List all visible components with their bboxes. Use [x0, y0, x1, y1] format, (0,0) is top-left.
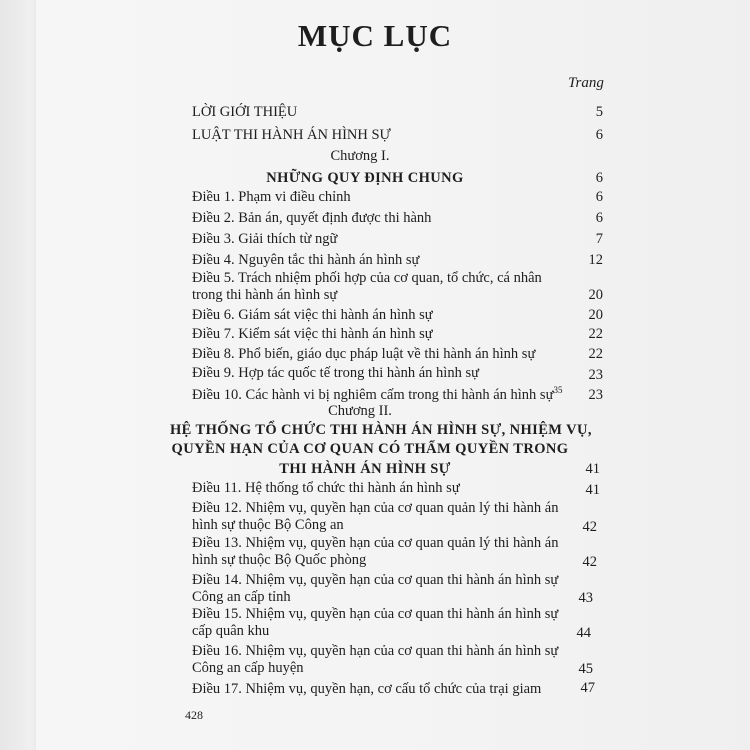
toc-page-dieu-5: 20	[588, 287, 603, 303]
toc-entry-dieu-6: Điều 6. Giám sát việc thi hành án hình sự	[192, 307, 433, 323]
chapter-2-title-line-2: QUYỀN HẠN CỦA CƠ QUAN CÓ THẨM QUYỀN TRONG	[171, 441, 569, 457]
toc-page-law: 6	[595, 127, 603, 143]
chapter-2-heading: Chương II.	[328, 403, 392, 419]
footnote-marker: 35	[553, 385, 563, 395]
toc-page-dieu-9: 23	[588, 367, 603, 383]
footer-page-number: 428	[185, 708, 203, 722]
toc-page-dieu-7: 22	[588, 326, 603, 342]
toc-entry-dieu-1: Điều 1. Phạm vi điều chỉnh	[192, 189, 351, 205]
toc-entry-dieu-12-cont: hình sự thuộc Bộ Công an	[192, 517, 344, 533]
toc-page-dieu-11: 41	[585, 482, 600, 498]
chapter-2-page: 41	[585, 461, 600, 477]
toc-entry-dieu-3: Điều 3. Giải thích từ ngữ	[192, 231, 338, 247]
toc-entry-dieu-15: Điều 15. Nhiệm vụ, quyền hạn của cơ quan thi hành án hình sự	[192, 606, 559, 622]
toc-page-dieu-13: 42	[582, 554, 597, 570]
toc-entry-dieu-10	[192, 385, 562, 404]
toc-page-dieu-1: 6	[595, 189, 603, 205]
toc-entry-dieu-8: Điều 8. Phổ biến, giáo dục pháp luật về thi hành án hình sự	[192, 346, 536, 362]
toc-page-dieu-10: 23	[588, 387, 603, 403]
toc-entry-dieu-4: Điều 4. Nguyên tắc thi hành án hình sự	[192, 252, 420, 268]
toc-entry-dieu-13-cont: hình sự thuộc Bộ Quốc phòng	[192, 552, 367, 568]
chapter-2-title-line-3: THI HÀNH ÁN HÌNH SỰ	[279, 461, 451, 477]
toc-entry-law: LUẬT THI HÀNH ÁN HÌNH SỰ	[192, 127, 391, 143]
toc-entry-intro: LỜI GIỚI THIỆU	[192, 104, 298, 120]
toc-entry-dieu-2: Điều 2. Bản án, quyết định được thi hành	[192, 210, 432, 226]
toc-entry-dieu-12: Điều 12. Nhiệm vụ, quyền hạn của cơ quan quản lý thi hành án	[192, 500, 559, 516]
page-column-header: Trang	[568, 75, 604, 91]
toc-page-dieu-16: 45	[578, 661, 593, 677]
toc-page-dieu-6: 20	[588, 307, 603, 323]
toc-entry-dieu-13: Điều 13. Nhiệm vụ, quyền hạn của cơ quan quản lý thi hành án	[192, 535, 559, 551]
toc-page-dieu-17: 47	[580, 680, 595, 696]
toc-entry-dieu-14-cont: Công an cấp tỉnh	[192, 589, 291, 605]
toc-entry-dieu-17: Điều 17. Nhiệm vụ, quyền hạn, cơ cấu tổ chức của trại giam	[192, 681, 542, 697]
toc-page-dieu-2: 6	[595, 210, 603, 226]
chapter-1-page: 6	[595, 170, 603, 186]
toc-entry-dieu-14: Điều 14. Nhiệm vụ, quyền hạn của cơ quan thi hành án hình sự	[192, 572, 559, 588]
toc-page-dieu-14: 43	[578, 590, 593, 606]
toc-entry-dieu-5: Điều 5. Trách nhiệm phối hợp của cơ quan, tổ chức, cá nhân	[192, 270, 542, 286]
chapter-1-title: NHỮNG QUY ĐỊNH CHUNG	[266, 170, 464, 186]
toc-page-dieu-8: 22	[588, 346, 603, 362]
toc-page-dieu-15: 44	[576, 625, 591, 641]
chapter-2-title-line-1: HỆ THỐNG TỔ CHỨC THI HÀNH ÁN HÌNH SỰ, NHIỆM VỤ,	[170, 422, 592, 438]
toc-entry-dieu-16-cont: Công an cấp huyện	[192, 660, 304, 676]
toc-page-dieu-3: 7	[595, 231, 603, 247]
toc-page-dieu-4: 12	[588, 252, 603, 268]
chapter-1-heading: Chương I.	[330, 148, 390, 164]
toc-entry-dieu-10-label: Điều 10. Các hành vi bị nghiêm cấm trong thi hành án hình sự	[192, 386, 554, 403]
toc-entry-dieu-16: Điều 16. Nhiệm vụ, quyền hạn của cơ quan thi hành án hình sự	[192, 643, 559, 659]
toc-page-intro: 5	[595, 104, 603, 120]
toc-entry-dieu-11: Điều 11. Hệ thống tổ chức thi hành án hình sự	[192, 480, 460, 496]
toc-entry-dieu-7: Điều 7. Kiểm sát việc thi hành án hình sự	[192, 326, 433, 342]
toc-page-dieu-12: 42	[582, 519, 597, 535]
page-title: MỤC LỤC	[297, 18, 453, 53]
toc-entry-dieu-9: Điều 9. Hợp tác quốc tế trong thi hành án hình sự	[192, 365, 479, 381]
toc-entry-dieu-15-cont: cấp quân khu	[192, 623, 270, 639]
toc-entry-dieu-5-cont: trong thi hành án hình sự	[192, 287, 338, 303]
